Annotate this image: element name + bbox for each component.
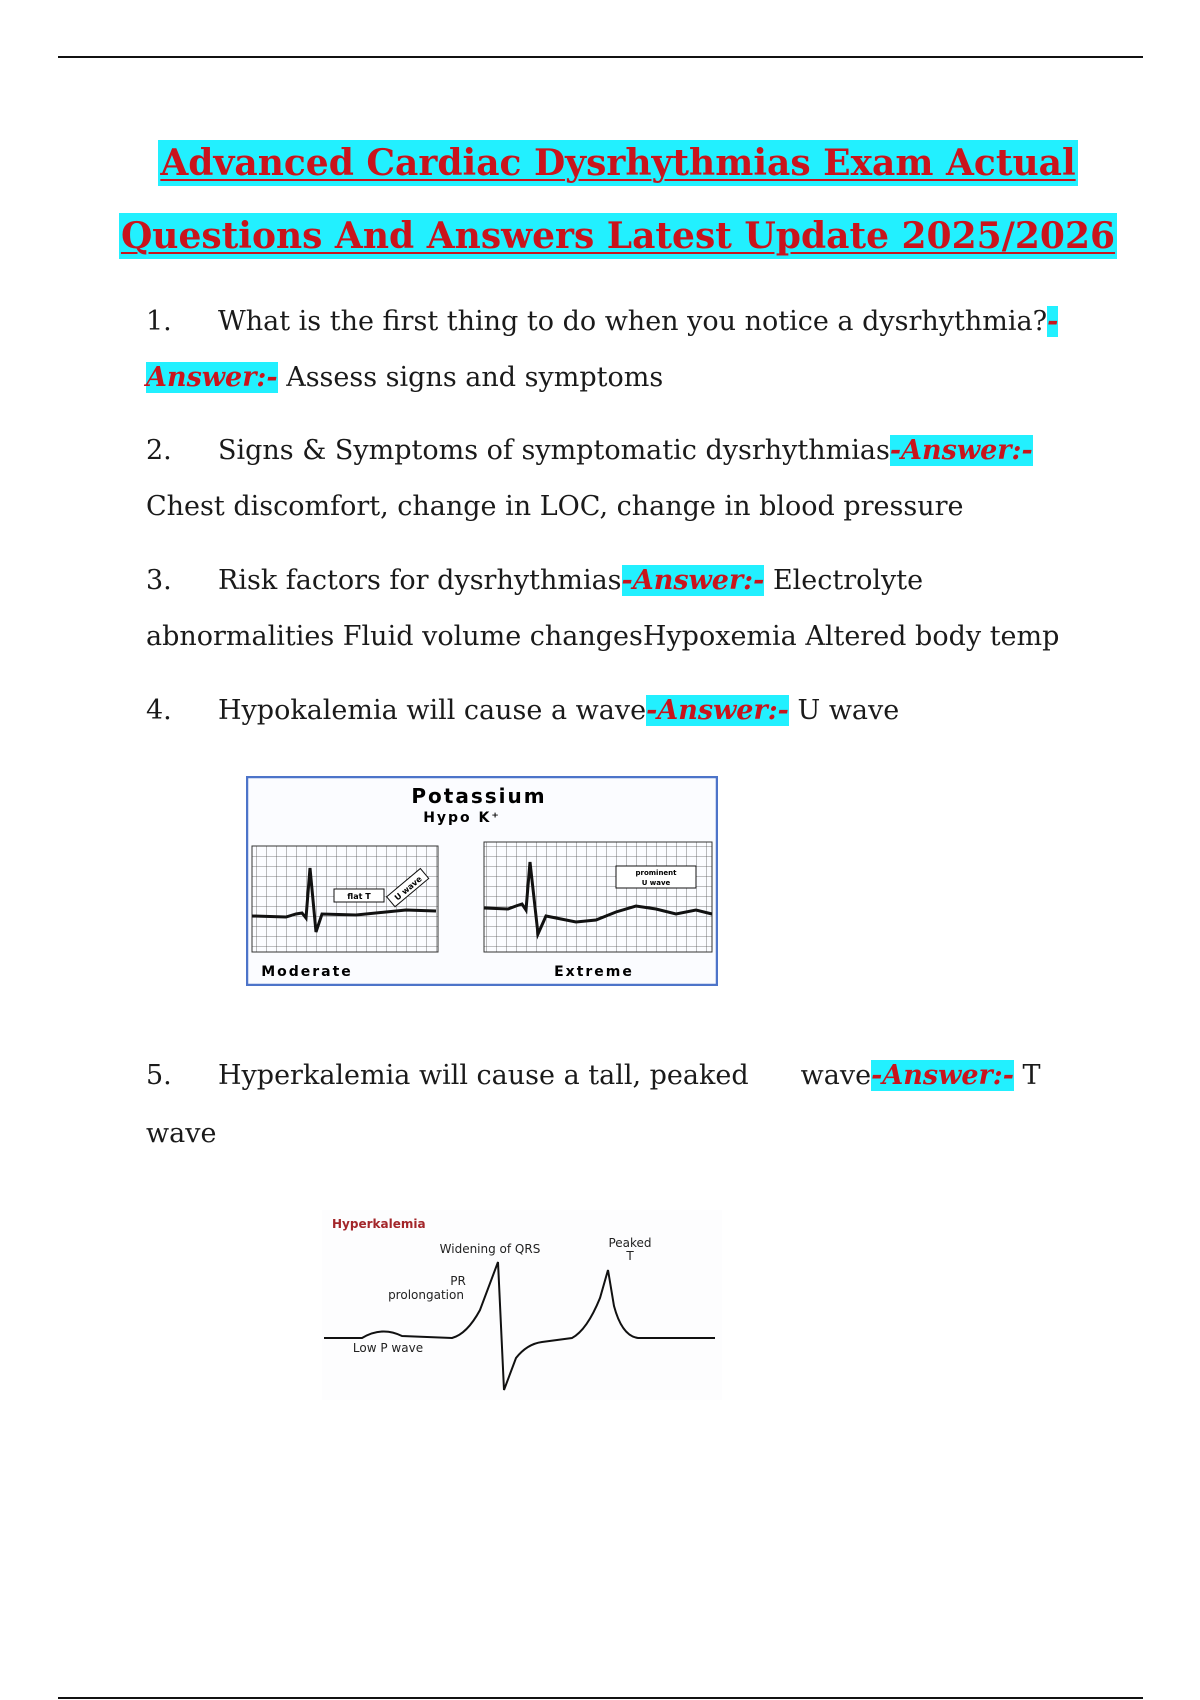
low-p-wave-label: Low P wave xyxy=(352,1341,424,1355)
question-text: Risk factors for dysrhythmias xyxy=(218,565,622,596)
question-number: 2. xyxy=(146,435,172,466)
figure-subtitle: Hypo K⁺ xyxy=(423,810,501,826)
document-title-line1: Advanced Cardiac Dysrhythmias Exam Actual xyxy=(160,142,1076,184)
question-number: 5. xyxy=(146,1060,172,1091)
document-title-line2: Questions And Answers Latest Update 2025/2026 xyxy=(120,215,1116,257)
moderate-label: Moderate xyxy=(261,964,353,980)
question-number: 3. xyxy=(146,565,172,596)
hyperkalemia-ecg-figure xyxy=(322,1210,722,1400)
answer-text: Chest discomfort, change in LOC, change in blood pressure xyxy=(146,491,964,522)
answer-text: T wave xyxy=(146,1060,1041,1149)
answer-label: -Answer:- xyxy=(621,565,765,596)
peaked-t-label-line2: T xyxy=(626,1249,634,1263)
question-2 xyxy=(146,423,1106,535)
answer-text: Assess signs and symptoms xyxy=(286,362,664,393)
svg-text:prominent: prominent xyxy=(635,869,677,877)
answer-label: -Answer:- xyxy=(646,695,789,726)
hyperkalemia-title: Hyperkalemia xyxy=(332,1217,426,1231)
answer-label: -Answer:- xyxy=(871,1060,1014,1091)
potassium-ecg-figure xyxy=(246,776,718,986)
answer-text: U wave xyxy=(797,695,900,726)
figure-title: Potassium xyxy=(411,784,547,808)
question-text: What is the first thing to do when you notice a dysrhythmia? xyxy=(218,306,1048,337)
peaked-t-label-line1: Peaked xyxy=(608,1236,652,1250)
answer-label: -Answer:- xyxy=(146,306,1059,393)
question-text-end: wave xyxy=(800,1060,872,1091)
svg-text:U wave: U wave xyxy=(392,874,424,903)
question-number: 1. xyxy=(146,306,172,337)
svg-text:flat T: flat T xyxy=(347,892,371,901)
question-4 xyxy=(146,683,1106,739)
question-text: Hyperkalemia will cause a tall, peaked xyxy=(218,1060,749,1091)
question-text: Hypokalemia will cause a wave xyxy=(218,695,647,726)
pr-label-line2: prolongation xyxy=(388,1288,464,1302)
ecg-grid-extreme xyxy=(484,842,712,952)
answer-text: Electrolyte abnormalities Fluid volume changesHypoxemia Altered body temp xyxy=(146,565,1060,652)
question-1 xyxy=(146,294,1106,406)
question-3 xyxy=(146,553,1106,665)
extreme-label: Extreme xyxy=(554,964,634,980)
question-number: 4. xyxy=(146,695,172,726)
bottom-rule xyxy=(58,1697,1143,1699)
svg-text:U wave: U wave xyxy=(641,879,671,887)
answer-label: -Answer:- xyxy=(889,435,1033,466)
question-5 xyxy=(146,1047,1106,1163)
qrs-label: Widening of QRS xyxy=(439,1242,541,1256)
question-text: Signs & Symptoms of symptomatic dysrhythmias xyxy=(218,435,890,466)
top-rule xyxy=(58,56,1143,58)
pr-label-line1: PR xyxy=(450,1274,466,1288)
